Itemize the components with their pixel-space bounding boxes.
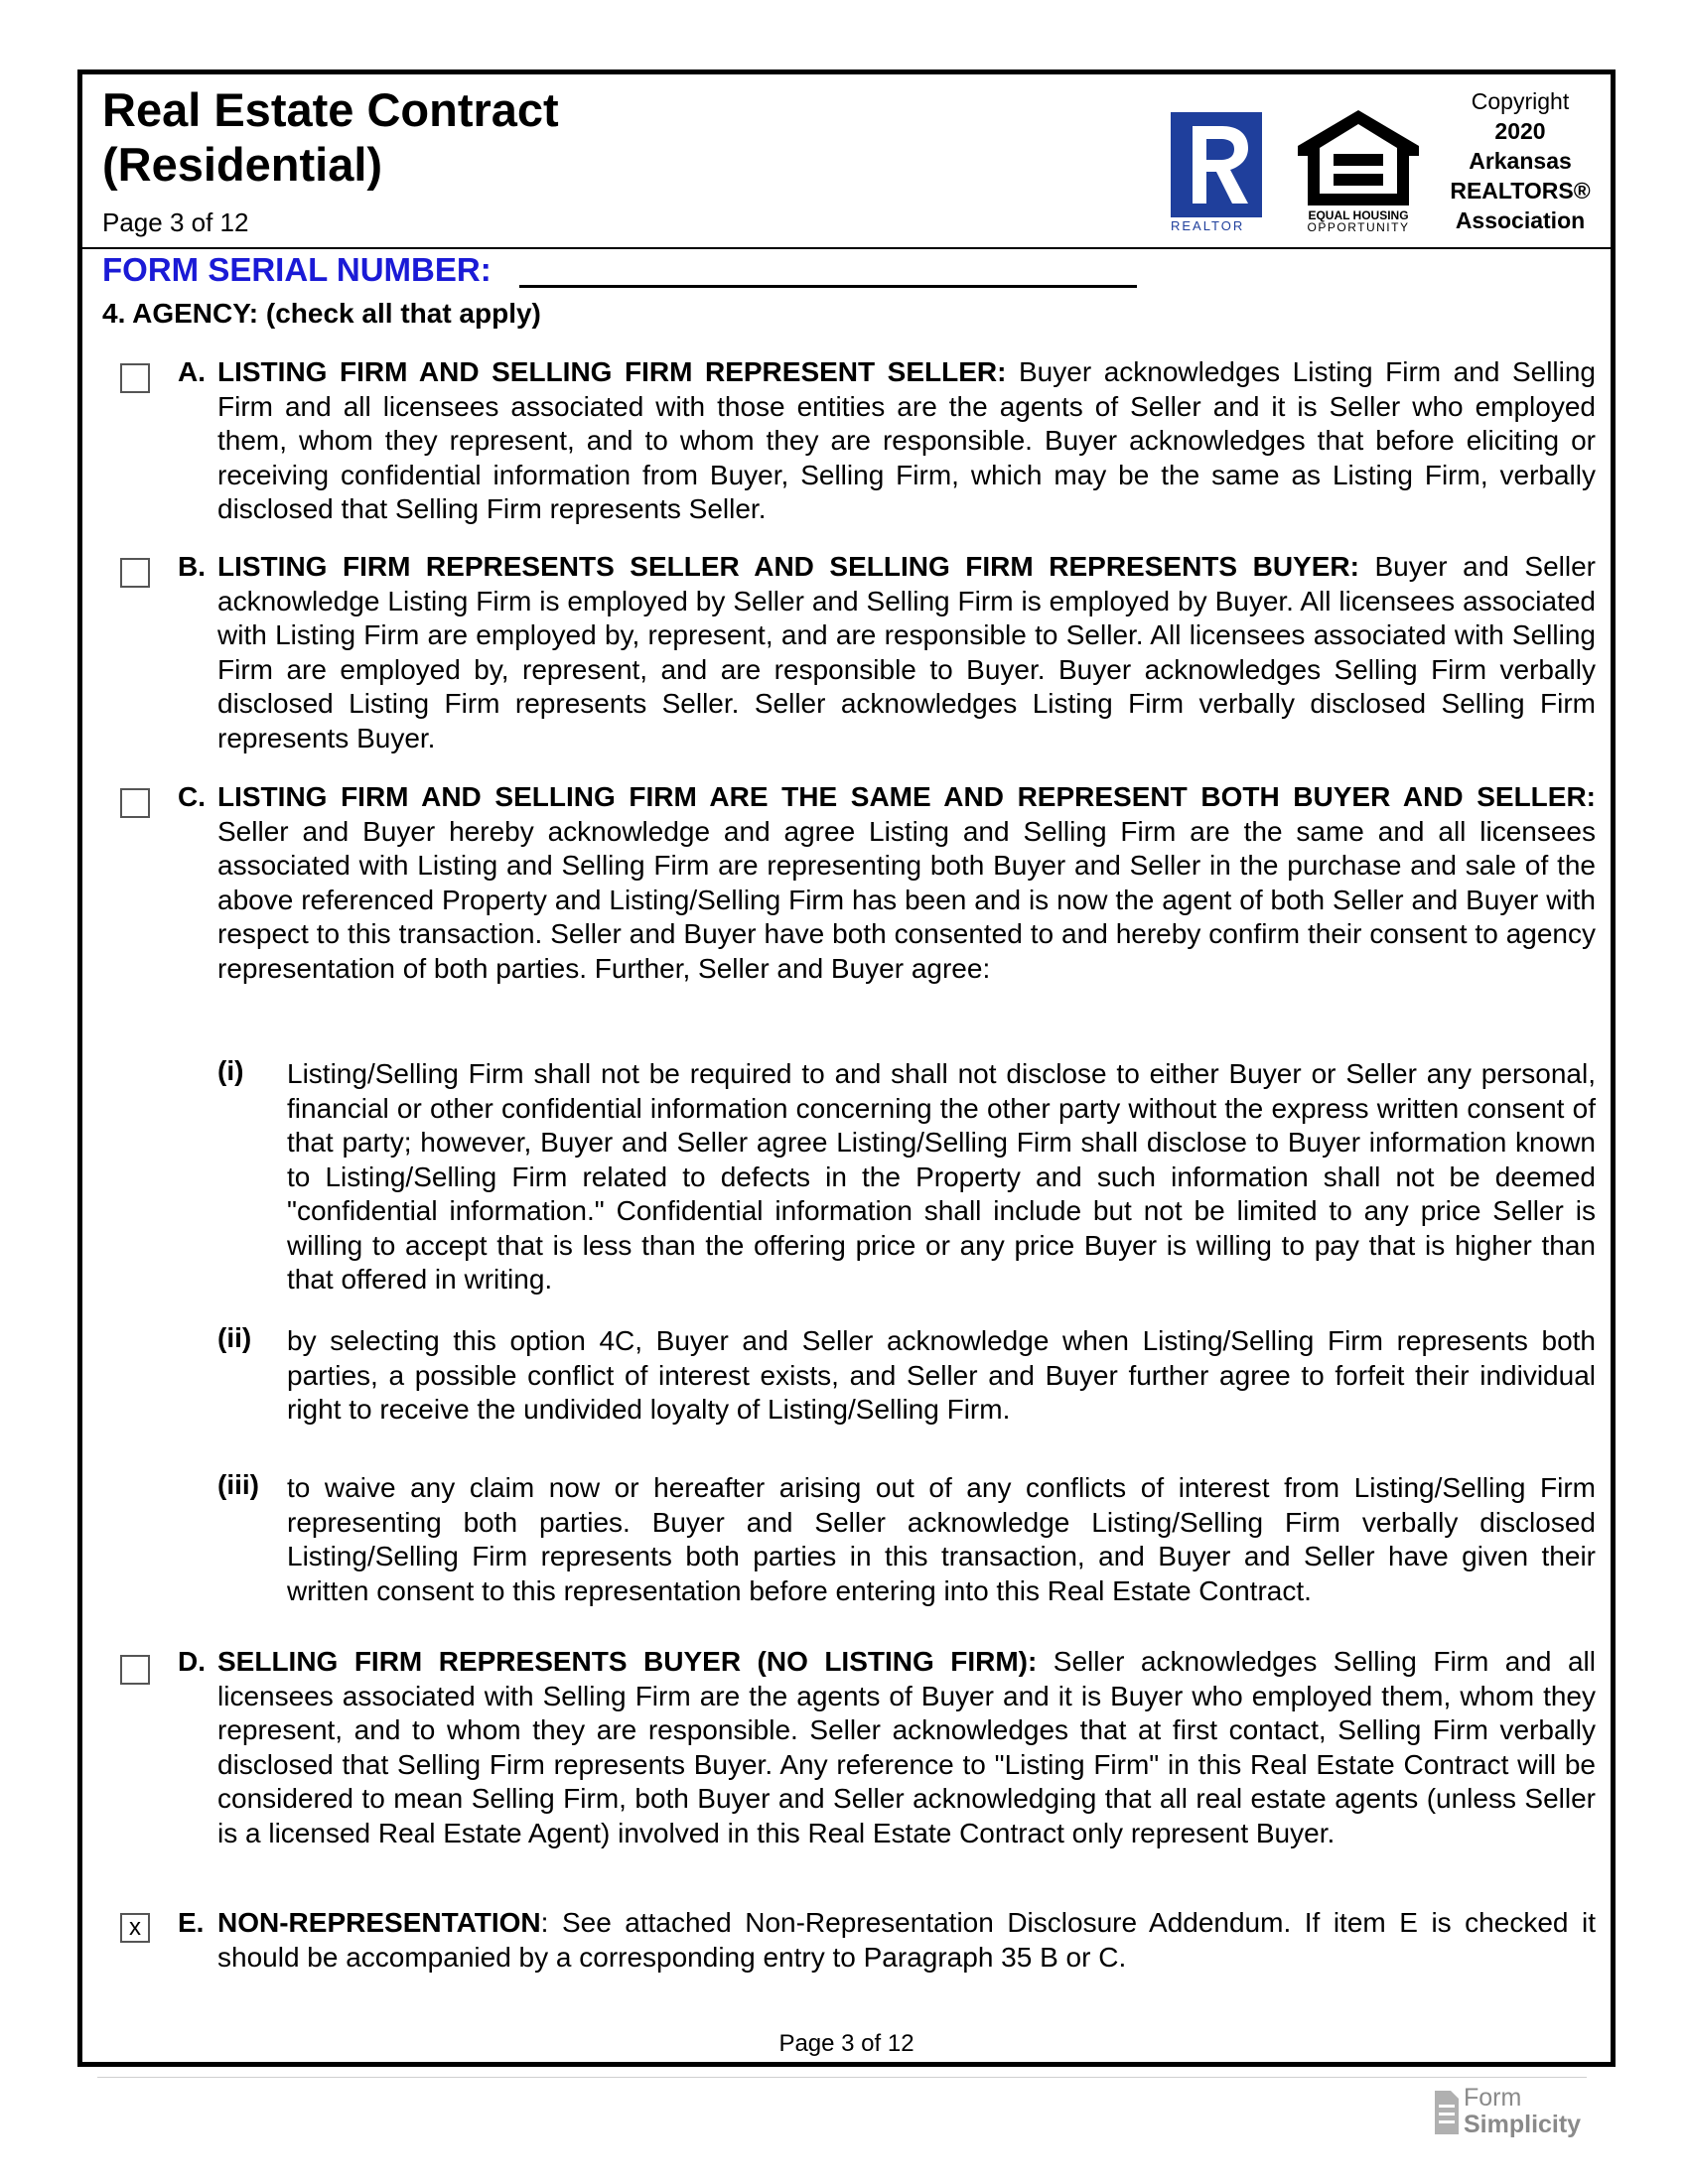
form-simplicity-brand: [1464, 2085, 1581, 2138]
eho-text-line1: EQUAL HOUSING: [1308, 208, 1409, 222]
form-serial-field[interactable]: [519, 285, 1137, 288]
agency-option-b-heading: LISTING FIRM REPRESENTS SELLER AND SELLING FIRM REPRESENTS BUYER:: [217, 551, 1359, 582]
equal-housing-icon: [1294, 106, 1423, 233]
copyright-block: [1441, 86, 1600, 235]
brand-line-1: Form: [1464, 2084, 1522, 2112]
subitem-label-ii: (ii): [217, 1322, 252, 1353]
subitem-text-i: Listing/Selling Firm shall not be required to and shall not disclose to either Buyer or Seller any personal, financial or other confidential information concerning the other party without the express written consent of that party; however, Buyer and Seller agree Listing/Selling Firm shall disclose to Buyer information known to Listing/Selling Firm related to defects in the Property and such information shall not be deemed "confidential information." Confidential information shall include but not be limited to any price Seller is willing to accept that is less than the offering price or any price Buyer is willing to pay that is higher than that offered in writing.: [287, 1058, 1596, 1295]
subitem-text-iii: to waive any claim now or hereafter arising out of any conflicts of interest from Listing/Selling Firm representing both parties. Buyer and Seller acknowledge Listing/Selling Firm verbally disclosed Listing/Selling Firm represents both parties in this transaction, and Buyer and Seller have given their written consent to this representation before entering into this Real Estate Contract.: [287, 1472, 1596, 1606]
footer-divider: [97, 2077, 1587, 2078]
subitem-text-ii: by selecting this option 4C, Buyer and Seller acknowledge when Listing/Selling Firm represents both parties, a possible conflict of interest exists, and Seller and Buyer further agree to forfeit their individual right to receive the undivided loyalty of Listing/Selling Firm.: [287, 1325, 1596, 1425]
agency-option-b-text: Buyer and Seller acknowledge Listing Firm is employed by Seller and Selling Firm is employed by Buyer. All licensees associated with Listing Firm are employed by, represent, and are responsible to Seller. All licensees associated with Selling Firm are employed by, represent, and are responsible to Buyer. Buyer acknowledges Selling Firm verbally disclosed Listing Firm represents Seller. Seller acknowledges Listing Firm verbally disclosed Selling Firm represents Buyer.: [217, 551, 1596, 753]
checkbox-agency-a[interactable]: [120, 363, 150, 393]
page-number-bottom: Page 3 of 12: [778, 2030, 914, 2057]
copyright-association: Association: [1455, 207, 1586, 233]
realtor-logo-text: REALTOR: [1171, 218, 1245, 233]
agency-option-e-text: : See attached Non-Representation Disclosure Addendum. If item E is checked it should be accompanied by a corresponding entry to Paragraph 35 B or C.: [217, 1907, 1596, 1973]
contract-page-frame: [77, 69, 1616, 2067]
copyright-year: 2020: [1494, 118, 1546, 144]
form-serial-label: FORM SERIAL NUMBER:: [102, 251, 492, 288]
agency-option-a-text: Buyer acknowledges Listing Firm and Selling Firm and all licensees associated with those entities are the agents of Seller and it is Seller who employed them, whom they represent, and to whom they are responsible. Buyer acknowledges that before eliciting or receiving confidential information from Buyer, Selling Firm, which may be the same as Listing Firm, verbally disclosed that Selling Firm represents Seller.: [217, 356, 1596, 524]
item-letter-b: B.: [178, 551, 206, 582]
agency-option-d-heading: SELLING FIRM REPRESENTS BUYER (NO LISTING FIRM):: [217, 1646, 1038, 1677]
subitem-label-i: (i): [217, 1055, 244, 1086]
agency-option-d-text: Seller acknowledges Selling Firm and all licensees associated with Selling Firm are the agents of Buyer and it is Buyer who employed them, whom they represent, and to whom they are responsible. Seller acknowledges that at first contact, Selling Firm verbally disclosed that Selling Firm represents Buyer. Any reference to "Listing Firm" in this Real Estate Contract will be considered to mean Selling Firm, both Buyer and Seller acknowledging that all real estate agents (unless Seller is a licensed Real Estate Agent) involved in this Real Estate Contract only represent Buyer.: [217, 1646, 1596, 1848]
agency-option-c: [217, 780, 1596, 986]
item-letter-e: E.: [178, 1907, 205, 1938]
copyright-org: REALTORS®: [1450, 178, 1591, 204]
checkbox-agency-b[interactable]: [120, 558, 150, 588]
agency-option-e: [217, 1906, 1596, 1975]
title-line-1: Real Estate Contract: [102, 83, 559, 136]
checkbox-agency-c[interactable]: [120, 788, 150, 818]
copyright-state: Arkansas: [1469, 148, 1572, 174]
agency-option-c-text: Seller and Buyer hereby acknowledge and agree Listing and Selling Firm are the same and all licensees associated with Listing and Selling Firm are representing both Buyer and Seller in the purchase and sale of the above referenced Property and Listing/Selling Firm has been and is now the agent of both Seller and Buyer with respect to this transaction. Seller and Buyer have both consented to and hereby confirm their consent to agency representation of both parties. Further, Seller and Buyer agree:: [217, 815, 1596, 984]
item-letter-d: D.: [178, 1646, 206, 1677]
item-letter-c: C.: [178, 781, 206, 812]
agency-option-a-heading: LISTING FIRM AND SELLING FIRM REPRESENT SELLER:: [217, 356, 1007, 387]
checkbox-agency-e[interactable]: x: [120, 1913, 150, 1943]
agency-option-a: [217, 355, 1596, 527]
agency-option-d: [217, 1645, 1596, 1850]
page-number-top: Page 3 of 12: [102, 207, 249, 237]
title-line-2: (Residential): [102, 138, 383, 191]
subitem-label-iii: (iii): [217, 1469, 259, 1500]
agency-option-e-heading: NON-REPRESENTATION: [217, 1907, 541, 1938]
checkbox-agency-d[interactable]: [120, 1655, 150, 1685]
realtor-logo-icon: [1171, 112, 1262, 233]
agency-option-b: [217, 550, 1596, 755]
brand-line-2: Simplicity: [1464, 2111, 1582, 2138]
copyright-label: Copyright: [1471, 88, 1570, 114]
form-simplicity-document-icon: [1433, 2085, 1463, 2140]
agency-option-c-heading: LISTING FIRM AND SELLING FIRM ARE THE SAME AND REPRESENT BOTH BUYER AND SELLER:: [217, 781, 1596, 812]
document-header: [82, 74, 1611, 249]
eho-text-line2: OPPORTUNITY: [1307, 220, 1410, 233]
document-title: [102, 82, 559, 192]
item-letter-a: A.: [178, 356, 206, 387]
agency-section-heading: 4. AGENCY: (check all that apply): [102, 298, 541, 329]
